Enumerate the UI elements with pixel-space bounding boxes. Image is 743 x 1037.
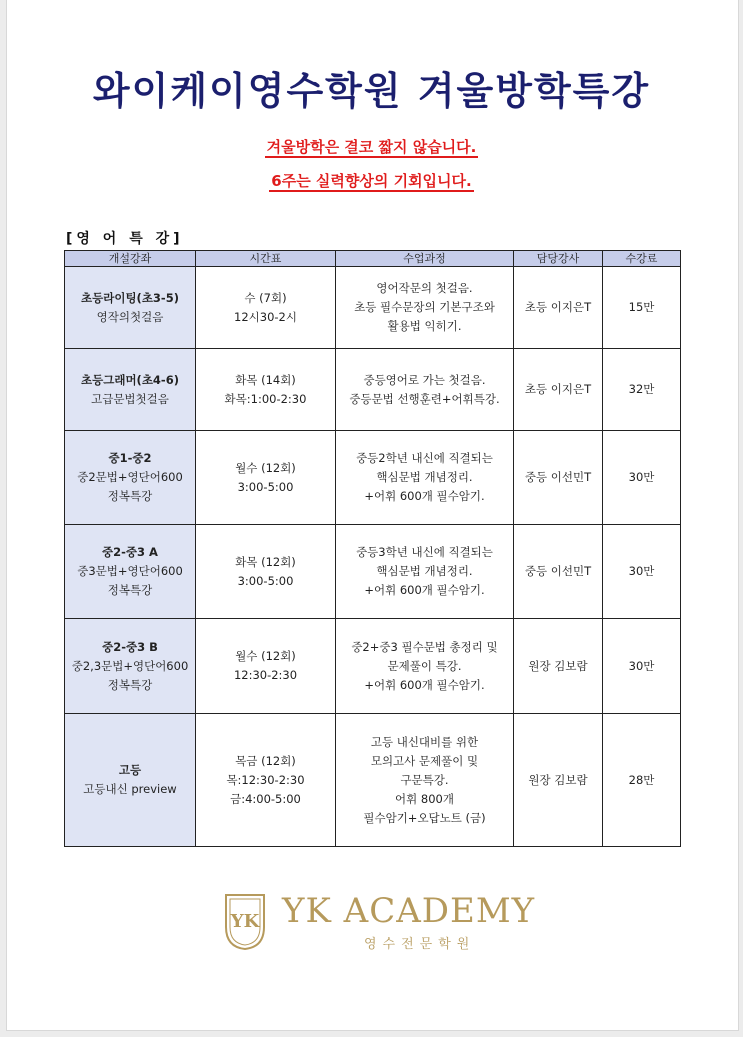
academy-logo bbox=[222, 893, 542, 957]
curriculum-line: 중등3학년 내신에 직결되는 bbox=[356, 545, 493, 559]
curriculum-line: 중2+중3 필수문법 총정리 및 bbox=[351, 639, 498, 654]
schedule-cell bbox=[196, 619, 336, 714]
course-subtitle: 고등내신 preview bbox=[83, 782, 177, 796]
curriculum-line: 핵심문법 개념정리. bbox=[376, 564, 473, 578]
teacher-cell: 초등 이지은T bbox=[514, 349, 603, 431]
header-teacher: 담당강사 bbox=[514, 251, 603, 267]
curriculum-line: 구문특강. bbox=[400, 772, 449, 787]
curriculum-line: 고등 내신대비를 위한 bbox=[370, 734, 479, 749]
curriculum-line: 초등 필수문장의 기본구조와 bbox=[354, 300, 495, 314]
schedule-cell bbox=[196, 431, 336, 525]
course-cell bbox=[65, 619, 196, 714]
curriculum-cell bbox=[336, 431, 514, 525]
curriculum-line: 필수암기+오답노트 (금) bbox=[363, 810, 486, 825]
course-name: 고등 bbox=[118, 763, 142, 777]
fee-cell: 28만 bbox=[603, 714, 681, 847]
schedule-line: 월수 (12회) bbox=[235, 649, 296, 663]
subtitle-line-2-text: 6주는 실력향상의 기회입니다. bbox=[271, 172, 472, 190]
fee-cell: 32만 bbox=[603, 349, 681, 431]
subtitle-line-2 bbox=[0, 170, 743, 191]
fee-cell: 30만 bbox=[603, 525, 681, 619]
schedule-line: 화목 (14회) bbox=[235, 372, 296, 387]
teacher-cell: 원장 김보람 bbox=[514, 714, 603, 847]
curriculum-line: 핵심문법 개념정리. bbox=[376, 470, 473, 484]
course-cell bbox=[65, 267, 196, 349]
header-curriculum: 수업과정 bbox=[336, 251, 514, 267]
teacher-cell: 중등 이선민T bbox=[514, 431, 603, 525]
curriculum-line: 중등영어로 가는 첫걸음. bbox=[363, 372, 486, 387]
course-cell bbox=[65, 349, 196, 431]
page-title: 와이케이영수학원 겨울방학특강 bbox=[92, 69, 651, 113]
course-name: 중1-중2 bbox=[108, 451, 152, 465]
schedule-line: 3:00-5:00 bbox=[237, 573, 294, 588]
teacher-cell: 초등 이지은T bbox=[514, 267, 603, 349]
teacher-cell: 중등 이선민T bbox=[514, 525, 603, 619]
curriculum-line: 문제풀이 특강. bbox=[387, 658, 462, 673]
schedule-cell bbox=[196, 525, 336, 619]
header-schedule: 시간표 bbox=[196, 251, 336, 267]
header-fee: 수강료 bbox=[603, 251, 681, 267]
subtitle-line-1-text: 겨울방학은 결코 짧지 않습니다. bbox=[266, 138, 477, 156]
course-cell bbox=[65, 525, 196, 619]
schedule-line: 3:00-5:00 bbox=[237, 479, 294, 494]
teacher-cell: 원장 김보람 bbox=[514, 619, 603, 714]
curriculum-cell bbox=[336, 349, 514, 431]
course-subtitle: 중2,3문법+영단어600 bbox=[71, 658, 189, 673]
schedule-line: 12:30-2:30 bbox=[233, 668, 298, 682]
schedule-cell bbox=[196, 349, 336, 431]
logo-name: YK ACADEMY bbox=[282, 891, 536, 931]
schedule-cell bbox=[196, 714, 336, 847]
course-name: 초등그래머(초4-6) bbox=[81, 372, 179, 387]
course-subtitle: 중3문법+영단어600 bbox=[77, 564, 183, 578]
curriculum-line: +어휘 600개 필수암기. bbox=[364, 489, 485, 503]
subtitle-line-1 bbox=[0, 136, 743, 157]
curriculum-line: 활용법 익히기. bbox=[387, 319, 462, 333]
section-label: [영 어 특 강] bbox=[66, 231, 184, 247]
schedule-line: 목금 (12회) bbox=[235, 753, 296, 768]
course-subtitle: 중2문법+영단어600 bbox=[77, 470, 183, 484]
curriculum-line: 중등2학년 내신에 직결되는 bbox=[356, 451, 493, 465]
schedule-line: 월수 (12회) bbox=[235, 460, 296, 475]
curriculum-cell bbox=[336, 714, 514, 847]
schedule-table bbox=[64, 250, 681, 847]
course-subtitle: 고급문법첫걸음 bbox=[91, 391, 169, 406]
yk-emblem-icon bbox=[222, 893, 268, 951]
course-subtitle: 영작의첫걸음 bbox=[96, 309, 164, 324]
schedule-line: 화목 (12회) bbox=[235, 554, 296, 569]
course-name: 중2-중3 B bbox=[102, 639, 158, 654]
curriculum-cell bbox=[336, 267, 514, 349]
course-cell bbox=[65, 431, 196, 525]
curriculum-line: +어휘 600개 필수암기. bbox=[364, 583, 485, 597]
fee-cell: 30만 bbox=[603, 431, 681, 525]
schedule-cell bbox=[196, 267, 336, 349]
curriculum-line: 모의고사 문제풀이 및 bbox=[370, 753, 479, 768]
fee-cell: 30만 bbox=[603, 619, 681, 714]
course-subtitle: 정복특강 bbox=[107, 677, 153, 692]
fee-cell: 15만 bbox=[603, 267, 681, 349]
course-name: 중2-중3 A bbox=[102, 545, 158, 559]
schedule-line: 12시30-2시 bbox=[234, 309, 297, 324]
curriculum-cell bbox=[336, 525, 514, 619]
logo-subtitle: 영수전문학원 bbox=[364, 937, 476, 952]
schedule-line: 화목:1:00-2:30 bbox=[224, 391, 307, 406]
table-row bbox=[65, 267, 681, 349]
course-subtitle: 정복특강 bbox=[107, 583, 153, 597]
table-row bbox=[65, 431, 681, 525]
table-header-row bbox=[65, 251, 681, 267]
curriculum-line: 어휘 800개 bbox=[395, 791, 454, 806]
header-course: 개설강좌 bbox=[65, 251, 196, 267]
curriculum-line: 영어작문의 첫걸음. bbox=[376, 281, 473, 295]
curriculum-cell bbox=[336, 619, 514, 714]
table-row bbox=[65, 349, 681, 431]
curriculum-line: 중등문법 선행훈련+어휘특강. bbox=[349, 391, 500, 406]
schedule-line: 목:12:30-2:30 bbox=[226, 772, 305, 787]
emblem-letters: YK bbox=[230, 911, 260, 932]
course-name: 초등라이팅(초3-5) bbox=[81, 290, 179, 305]
schedule-line: 금:4:00-5:00 bbox=[230, 791, 301, 806]
course-subtitle: 정복특강 bbox=[107, 489, 153, 503]
table-row bbox=[65, 619, 681, 714]
curriculum-line: +어휘 600개 필수암기. bbox=[364, 677, 485, 692]
course-cell bbox=[65, 714, 196, 847]
schedule-line: 수 (7회) bbox=[244, 290, 287, 305]
table-row bbox=[65, 714, 681, 847]
table-row bbox=[65, 525, 681, 619]
